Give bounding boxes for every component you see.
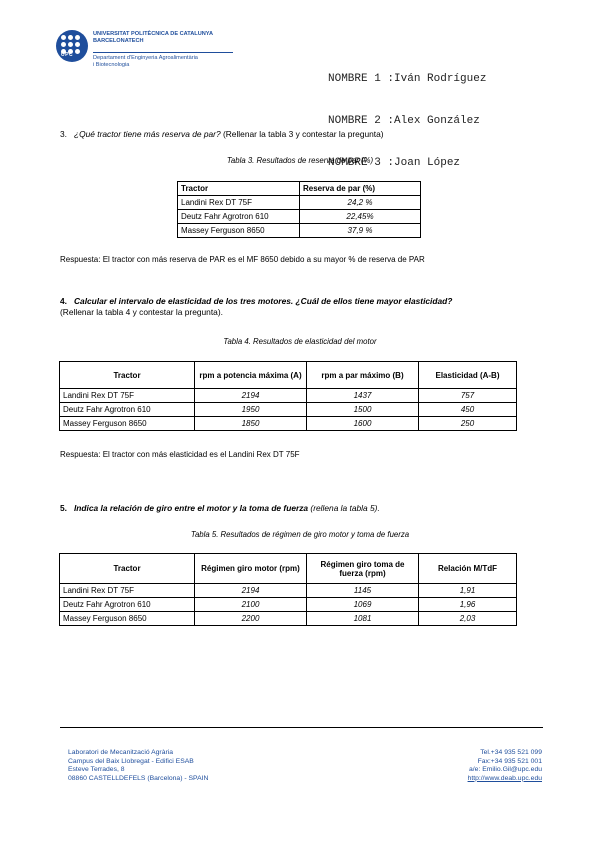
- question-4-text: Calcular el intervalo de elasticidad de los tres motores. ¿Cuál de ellos tiene mayor elasticidad?: [73, 296, 453, 306]
- department-name: Departament d'Enginyeria Agroalimentària i Biotecnologia: [93, 55, 198, 68]
- answer-4: Respuesta: El tractor con más elasticidad es el Landini Rex DT 75F: [60, 450, 300, 459]
- university-name: UNIVERSITAT POLITÈCNICA DE CATALUNYA BARCELONATECH: [93, 31, 214, 44]
- table-row: Massey Ferguson 8650 1850 1600 250: [60, 417, 517, 431]
- footer-phone: Tel.+34 935 521 099: [480, 749, 542, 756]
- question-4: 4. Calcular el intervalo de elasticidad de los tres motores. ¿Cuál de ellos tiene mayor elasticidad? (Rellenar la tabla 4 y contestar la pregunta).: [60, 296, 453, 317]
- table-row: Massey Ferguson 8650 2200 1081 2,03: [60, 612, 517, 626]
- student-name-1: NOMBRE 1 :Iván Rodríguez: [328, 73, 487, 85]
- student-name-2: NOMBRE 2 :Alex González: [328, 115, 480, 127]
- footer-divider: [60, 727, 543, 728]
- table-4-caption: Tabla 4. Resultados de elasticidad del motor: [223, 337, 377, 346]
- footer-fax: Fax:+34 935 521 001: [477, 757, 542, 765]
- footer-address: Laboratori de Mecanització Agrària Campus del Baix Llobregat - Edifici ESAB Esteve Terrades, 8 08860 CASTELLDEFELS (Barcelona) - SPAIN: [68, 749, 209, 782]
- table-row: Massey Ferguson 8650 37,9 %: [178, 224, 421, 238]
- table-row: Landini Rex DT 75F 2194 1145 1,91: [60, 584, 517, 598]
- footer-email[interactable]: a/e: Emilio.Gil@upc.edu: [468, 766, 542, 774]
- answer-3: Respuesta: El tractor con más reserva de PAR es el MF 8650 debido a su mayor % de reserva de PAR: [60, 255, 425, 264]
- question-5: 5. Indica la relación de giro entre el motor y la toma de fuerza (rellena la tabla 5).: [60, 503, 380, 513]
- header-divider: [93, 52, 233, 53]
- footer-contact: [468, 749, 542, 783]
- question-3-text: ¿Qué tractor tiene más reserva de par?: [73, 129, 221, 139]
- table-5: Tractor Régimen giro motor (rpm) Régimen giro toma de fuerza (rpm) Relación M/TdF Landini Rex DT 75F 2194 1145 1,91 Deutz Fahr Agrotron 610 2100 1069 1,96 Massey Ferguson 8650 2200 1081 2,03: [59, 553, 517, 626]
- footer-website-link[interactable]: http://www.deab.upc.edu: [467, 774, 542, 782]
- table-row: Landini Rex DT 75F 24,2 %: [178, 196, 421, 210]
- question-3: 3. ¿Qué tractor tiene más reserva de par? (Rellenar la tabla 3 y contestar la pregunta): [60, 129, 384, 139]
- table-row: Landini Rex DT 75F 2194 1437 757: [60, 389, 517, 403]
- table-5-caption: Tabla 5. Resultados de régimen de giro motor y toma de fuerza: [190, 530, 410, 539]
- upc-logo: UPC: [56, 30, 88, 62]
- table-3-caption: Tabla 3. Resultados de reserva de par (%): [226, 156, 374, 165]
- student-name-3: NOMBRE 3 :Joan López: [328, 157, 461, 169]
- table-row: Deutz Fahr Agrotron 610 22,45%: [178, 210, 421, 224]
- table-3: Tractor Reserva de par (%) Landini Rex DT 75F 24,2 % Deutz Fahr Agrotron 610 22,45% Massey Ferguson 8650 37,9 %: [177, 181, 421, 238]
- table-row: Deutz Fahr Agrotron 610 1950 1500 450: [60, 403, 517, 417]
- table-4: Tractor rpm a potencia máxima (A) rpm a par máximo (B) Elasticidad (A-B) Landini Rex DT 75F 2194 1437 757 Deutz Fahr Agrotron 610 1950 1500 450 Massey Ferguson 8650 1850 1600 250: [59, 361, 517, 431]
- question-5-text: Indica la relación de giro entre el motor y la toma de fuerza: [73, 503, 309, 513]
- table-row: Deutz Fahr Agrotron 610 2100 1069 1,96: [60, 598, 517, 612]
